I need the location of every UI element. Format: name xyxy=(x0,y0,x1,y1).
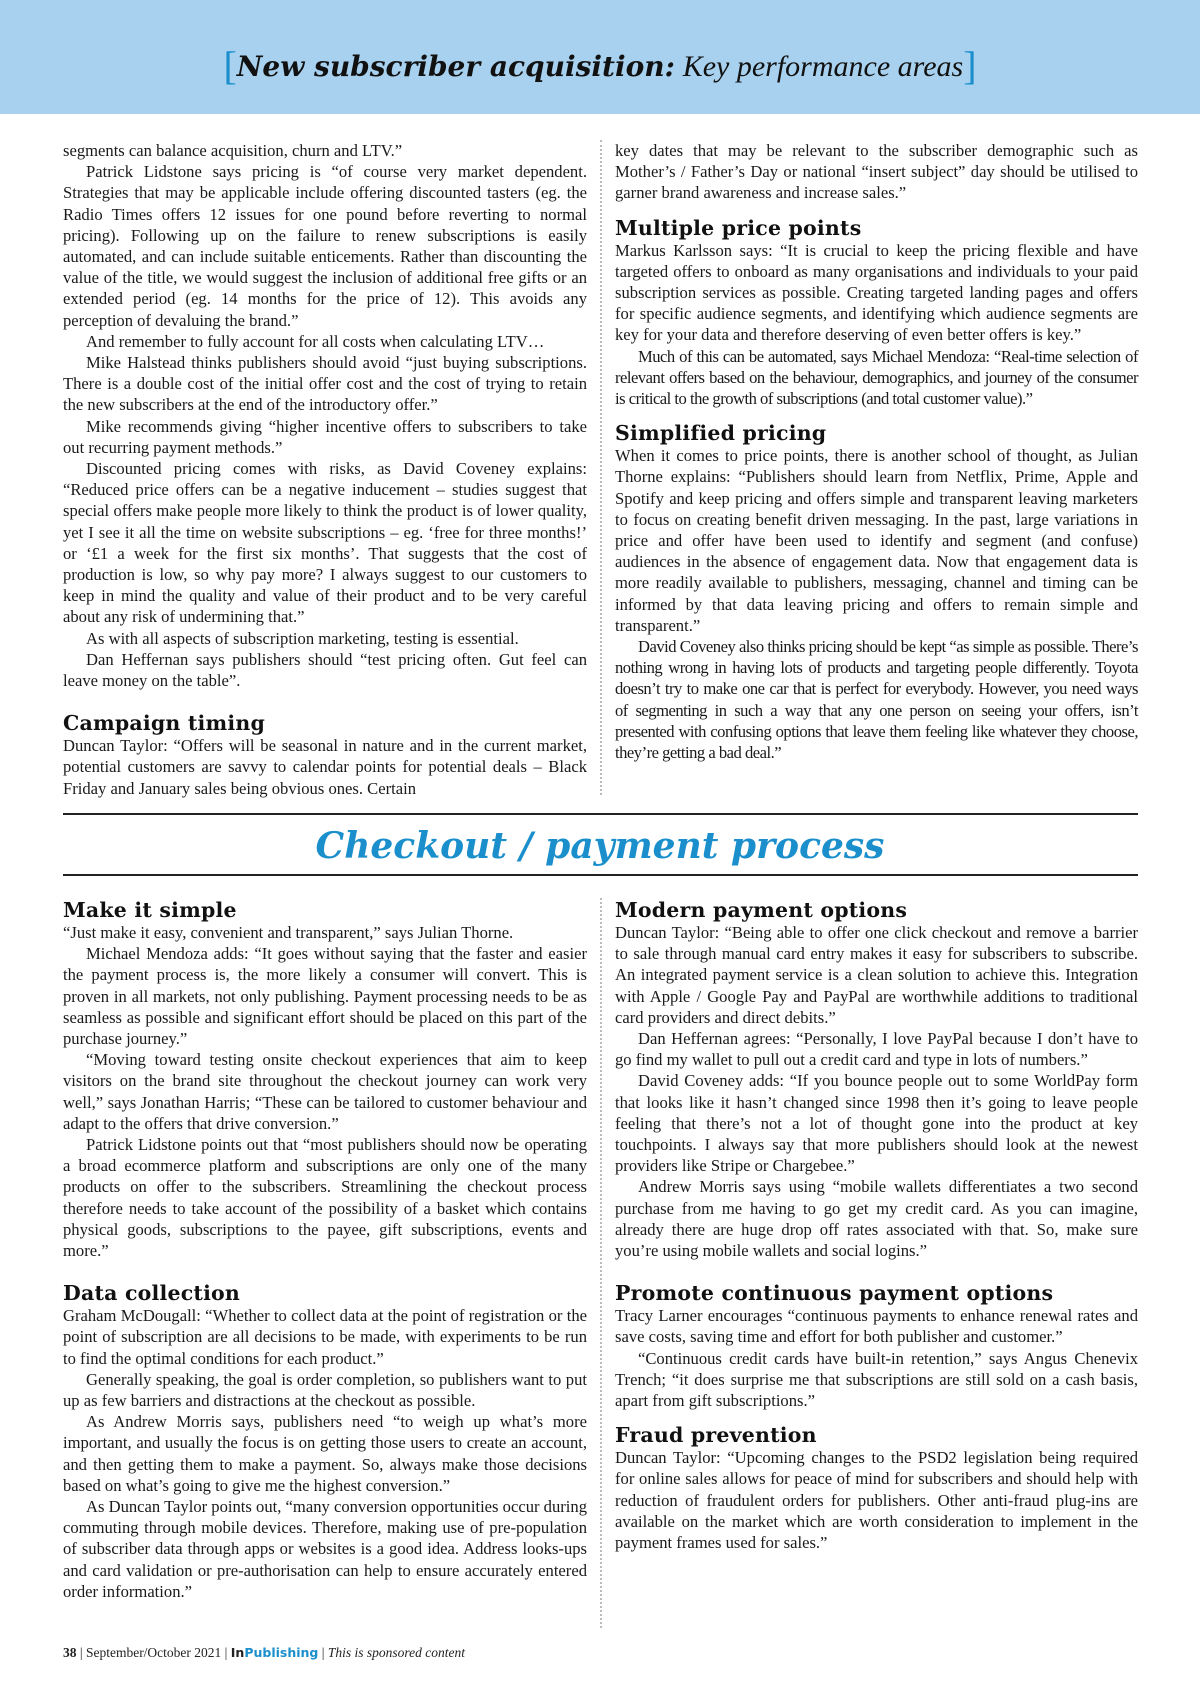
top-left-column xyxy=(63,140,587,799)
paragraph: Duncan Taylor: “Being able to offer one click checkout and remove a barrier to sale through manual card entry makes it easy for subscribers to subscribe. An integrated payment service is a clean solution to achieve this. Integration with Apple / Google Pay and PayPal are worthwhile additions to traditional card providers and direct debits.” xyxy=(615,923,1138,1027)
column-divider xyxy=(600,140,602,795)
paragraph: Graham McDougall: “Whether to collect data at the point of registration or the point of subscription are all decisions to be made, with experiments to be run to find the optimal conditions for each product.” xyxy=(63,1306,587,1368)
paragraph: Much of this can be automated, says Michael Mendoza: “Real-time selection of relevant offers based on the behaviour, demographics, and journey of the consumer is critical to the growth of subscriptions (and total customer value).” xyxy=(615,346,1138,409)
footer-separator: | xyxy=(79,1645,83,1660)
paragraph: Generally speaking, the goal is order completion, so publishers want to put up as few barriers and distractions at the checkout as possible. xyxy=(63,1369,587,1411)
bottom-left-column xyxy=(63,898,587,1602)
paragraph: When it comes to price points, there is another school of thought, as Julian Thorne explains: “Publishers should learn from Netflix, Prime, Apple and Spotify and keep pricing and offers simple and transparent leaving marketers to focus on creating benefit driven messaging. In the past, large variations in price and offer have been used to identify and segment (and confuse) audiences in the absence of engagement data. Now that engagement data is more readily available to publishers, messaging, channel and timing can be informed by that data leaving pricing and offers to remain simple and transparent.” xyxy=(615,446,1138,635)
paragraph: Tracy Larner encourages “continuous payments to enhance renewal rates and save costs, saving time and effort for both publisher and customer.” xyxy=(615,1306,1138,1347)
paragraph: David Coveney adds: “If you bounce people out to some WorldPay form that looks like it hasn’t changed since 1998 then it’s going to leave people feeling that there’s not a lot of thought gone into the product at key touchpoints. I always say that more publishers should look at the newest providers like Stripe or Chargebee.” xyxy=(615,1071,1138,1176)
paragraph: Patrick Lidstone points out that “most publishers should now be operating a broad ecommerce platform and subscriptions are only one of the many products on offer to the subscribers. Streamlining the checkout process therefore needs to take account of the possibility of a basket which contains physical goods, subscriptions to the payee, gift subscriptions, events and more.” xyxy=(63,1135,587,1261)
paragraph: key dates that may be relevant to the subscriber demographic such as Mother’s / Father’s Day or national “insert subject” day should be utilised to garner brand awareness and increase sales.” xyxy=(615,141,1138,203)
paragraph: As Duncan Taylor points out, “many conversion opportunities occur during commuting through mobile devices. Therefore, making use of pre-population of subscriber data through apps or websites is a good idea. Address looks-ups and card validation or pre-authorisation can help to ensure accurately entered order information.” xyxy=(63,1497,587,1601)
paragraph: Michael Mendoza adds: “It goes without saying that the faster and easier the payment process is, the more likely a consumer will convert. This is proven in all markets, not only publishing. Payment processing needs to be as seamless as possible and significant effort should be placed on this part of the purchase journey.” xyxy=(63,944,587,1049)
paragraph: David Coveney also thinks pricing should be kept “as simple as possible. There’s nothing wrong in having lots of products and targeting people differently. Toyota doesn’t try to make one car that is perfect for everybody. However, you need ways of segmenting in such a way that any one person on seeing your offers, isn’t presented with confusing options that leave them feeling like whatever they choose, they’re getting a bad deal.” xyxy=(615,637,1138,763)
paragraph: And remember to fully account for all costs when calculating LTV… xyxy=(86,331,545,351)
issue-date: September/October 2021 xyxy=(85,1645,222,1660)
brand-publishing: Publishing xyxy=(244,1645,319,1660)
paragraph: As with all aspects of subscription marketing, testing is essential. xyxy=(86,628,519,648)
bracket-close: ] xyxy=(963,43,977,88)
column-divider xyxy=(600,898,602,1628)
paragraph: segments can balance acquisition, churn and LTV.” xyxy=(63,141,403,160)
paragraph: Markus Karlsson says: “It is crucial to keep the pricing flexible and have targeted offers to onboard as many organisations and individuals to your paid subscription services as possible. Creating targeted landing pages and offers for specific audience segments, and identifying which audience segments are key for your data and therefore deserving of even better offers is key.” xyxy=(615,240,1138,345)
paragraph: As Andrew Morris says, publishers need “to weigh up what’s more important, and usually the focus is on getting those users to create an account, and then getting them to make a payment. So, always make those decisions based on what’s going to give me the highest conversion.” xyxy=(63,1412,587,1495)
heading-simplified-pricing: Simplified pricing xyxy=(615,421,827,446)
paragraph: Patrick Lidstone says pricing is “of course very market dependent. Strategies that may be applicable include offering discounted tasters (eg. the Radio Times offers 12 issues for one pound before reverting to normal pricing). Following up on the failure to renew subscriptions is easily automated, and can include suitable enticements. Rather than discounting the value of the title, we would suggest the inclusion of additional free gifts or an extended period (eg. 14 months for the price of 12). This avoids any perception of devaluing the brand.” xyxy=(63,162,587,330)
footer-separator: | xyxy=(224,1645,228,1660)
top-right-column xyxy=(615,140,1138,763)
heading-multiple-price-points: Multiple price points xyxy=(615,215,862,240)
footer-separator: | xyxy=(321,1645,325,1660)
paragraph: Duncan Taylor: “Offers will be seasonal in nature and in the current market, potential customers are savvy to calendar points for potential deals – Black Friday and January sales being obvious ones. Certain xyxy=(63,736,587,798)
heading-modern-payment-options: Modern payment options xyxy=(615,898,908,922)
page-header xyxy=(0,0,1200,114)
paragraph: Andrew Morris says using “mobile wallets differentiates a two second purchase from me having to go get my credit card. As you can imagine, already there are huge drop off rates associated with that. So, make sure you’re using mobile wallets and social logins.” xyxy=(615,1177,1138,1261)
paragraph: Duncan Taylor: “Upcoming changes to the PSD2 legislation being required for online sales allows for peace of mind for subscribers and should help with reduction of fraudulent orders for publishers. Other anti-fraud plug-ins are available on the market which are worth consideration to implement in the payment frames used for sales.” xyxy=(615,1448,1138,1553)
paragraph: Mike recommends giving “higher incentive offers to subscribers to take out recurring payment methods.” xyxy=(63,416,587,457)
section-rule-bottom xyxy=(63,874,1138,876)
bottom-right-column xyxy=(615,898,1138,1553)
heading-campaign-timing: Campaign timing xyxy=(63,711,266,736)
paragraph: “Just make it easy, convenient and transparent,” says Julian Thorne. xyxy=(63,923,514,942)
publication-brand xyxy=(231,1645,319,1660)
paragraph: Dan Heffernan says publishers should “test pricing often. Gut feel can leave money on the table”. xyxy=(63,649,587,691)
page-footer xyxy=(63,1644,465,1662)
heading-data-collection: Data collection xyxy=(63,1281,241,1306)
heading-make-it-simple: Make it simple xyxy=(63,898,237,922)
header-title xyxy=(0,44,1200,89)
paragraph: “Moving toward testing onsite checkout experiences that aim to keep visitors on the brand site throughout the checkout journey can work very well,” says Jonathan Harris; “These can be tailored to customer behaviour and adapt to the offers that drive conversion.” xyxy=(63,1050,587,1133)
paragraph: Discounted pricing comes with risks, as David Coveney explains: “Reduced price offers can be a negative inducement – studies suggest that special offers make people more likely to think the product is of lower quality, yet I see it all the time on website subscriptions – eg. ‘free for three months!’ or ‘£1 a week for the first six months’. That suggests that the cost of production is low, so why pay more? I always suggest to our customers to keep in mind the quality and value of their product and to be very careful about any risk of undermining that.” xyxy=(63,459,587,627)
heading-fraud-prevention: Fraud prevention xyxy=(615,1423,817,1448)
heading-continuous-payment: Promote continuous payment options xyxy=(615,1281,1054,1306)
sponsored-note: This is sponsored content xyxy=(327,1645,465,1660)
page-number: 38 xyxy=(63,1645,77,1660)
paragraph: Mike Halstead thinks publishers should avoid “just buying subscriptions. There is a double cost of the initial offer cost and the cost of trying to retain the new subscribers at the end of the introductory offer.” xyxy=(63,353,587,415)
paragraph: “Continuous credit cards have built-in retention,” says Angus Chenevix Trench; “it does surprise me that subscriptions are still sold on a cash basis, apart from gift subscriptions.” xyxy=(615,1348,1138,1411)
section-rule-top xyxy=(63,813,1138,815)
header-title-italic: Key performance areas xyxy=(682,50,964,83)
section-title: Checkout / payment process xyxy=(315,825,885,867)
paragraph: Dan Heffernan agrees: “Personally, I love PayPal because I don’t have to go find my wallet to pull out a credit card and type in lots of numbers.” xyxy=(615,1029,1138,1070)
brand-in: In xyxy=(230,1645,245,1660)
bracket-open: [ xyxy=(223,43,237,88)
header-title-bold: New subscriber acquisition: xyxy=(236,50,675,83)
